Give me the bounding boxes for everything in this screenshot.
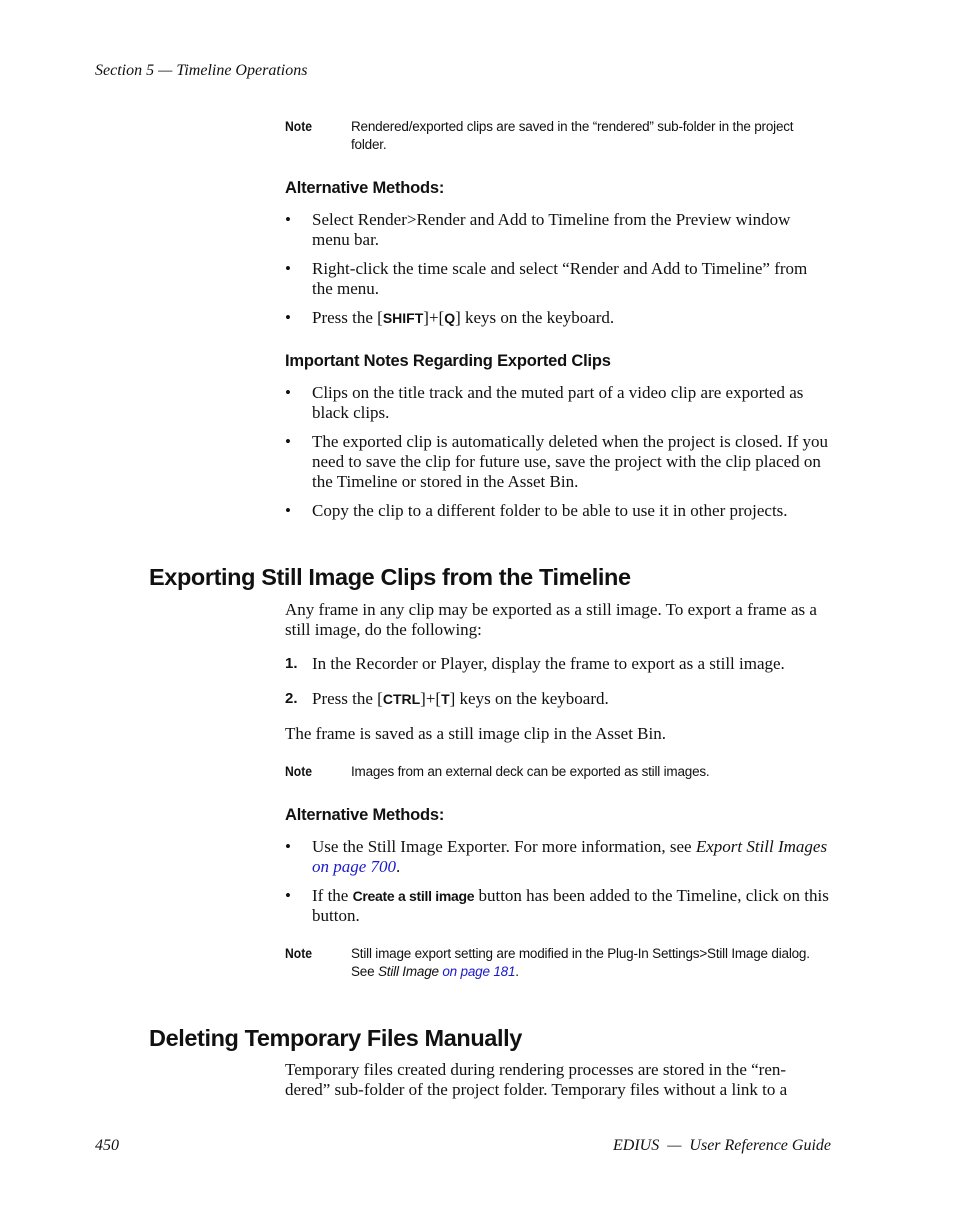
list-item-text: Select Render>Render and Add to Timeline from the Preview window menu bar. [312,210,791,249]
list-item [285,501,830,521]
step-number: 2. [285,690,298,707]
bullet-icon: • [285,501,291,520]
list-item [285,259,830,299]
text-fragment: ] keys on the keyboard. [449,689,609,708]
bullet-icon: • [285,259,291,278]
alternative-methods-heading: Alternative Methods: [285,179,445,197]
bullet-icon: • [285,308,291,327]
list-item [285,432,830,492]
text-fragment: Still image export setting are modified in the Plug-In Settings>Still Image dialog. See [351,946,810,979]
page-link-181[interactable]: on page 181 [442,964,516,979]
list-item-text [312,837,830,877]
text-fragment: Press the [ [312,308,383,327]
text-fragment: button has been added to the Timeline, click on this button. [312,886,829,925]
text-fragment: ]+[ [420,689,442,708]
section-heading-deleting-temp: Deleting Temporary Files Manually [149,1025,522,1051]
alternative-methods-heading: Alternative Methods: [285,806,445,824]
list-item-text: The exported clip is automatically deleted when the project is closed. If you need to save the clip for future use, save the project with the clip placed on the Timeline or stored in the Asset Bin. [312,432,828,491]
step-text: In the Recorder or Player, display the frame to export as a still image. [312,654,785,673]
list-item-text: Copy the clip to a different folder to be able to use it in other projects. [312,501,788,520]
note-label: Note [285,946,312,961]
note-text: Images from an external deck can be exported as still images. [351,764,710,779]
list-item [285,308,830,328]
cross-reference-title: Export Still Images [695,837,828,856]
bullet-icon: • [285,837,291,856]
bullet-icon: • [285,886,291,905]
cross-reference-title: Still Image [377,964,439,979]
key-t: T [441,691,450,707]
text-fragment: . [396,857,401,876]
key-ctrl: CTRL [382,691,421,707]
running-head: Section 5 — Timeline Operations [95,62,308,79]
note-still-image-settings [285,945,830,981]
step-item [285,689,830,709]
list-item-text [312,886,830,926]
note-text: Rendered/exported clips are saved in the “rendered” sub-folder in the project folder. [351,119,794,152]
note-external-deck [285,763,830,781]
text-fragment: ] keys on the keyboard. [455,308,615,327]
section-heading-exporting-still: Exporting Still Image Clips from the Timeline [149,564,631,590]
key-q: Q [444,310,456,326]
note-label: Note [285,119,312,134]
note-rendered-folder [285,118,830,154]
bullet-icon: • [285,383,291,402]
paragraph-result: The frame is saved as a still image clip in the Asset Bin. [285,724,666,743]
list-item [285,886,830,926]
book-title: EDIUS — User Reference Guide [612,1137,831,1154]
paragraph-intro: Any frame in any clip may be exported as a still image. To export a frame as a still image, do the following: [285,600,817,639]
note-text [351,945,830,981]
step-text [312,689,830,709]
page-link-700[interactable]: on page 700 [312,857,397,876]
step-number: 1. [285,655,298,672]
list-item-text: Right-click the time scale and select “Render and Add to Timeline” from the menu. [312,259,808,298]
key-shift: SHIFT [382,310,424,326]
text-fragment: Press the [ [312,689,383,708]
paragraph-intro: Temporary files created during rendering processes are stored in the “ren-dered” sub-folder of the project folder. Temporary files without a link to a [285,1060,788,1099]
text-fragment: If the [312,886,353,905]
step-item [285,654,830,674]
bullet-icon: • [285,432,291,451]
list-item-text [312,308,830,328]
text-fragment: ]+[ [423,308,445,327]
note-label: Note [285,764,312,779]
list-item-text: Clips on the title track and the muted part of a video clip are exported as black clips. [312,383,804,422]
list-item [285,383,830,423]
text-fragment: . [515,964,519,979]
text-fragment: Use the Still Image Exporter. For more information, see [312,837,696,856]
list-item [285,210,830,250]
important-notes-heading: Important Notes Regarding Exported Clips [285,352,611,370]
ui-button-name: Create a still image [352,888,475,904]
page-number: 450 [95,1137,119,1154]
list-item [285,837,830,877]
bullet-icon: • [285,210,291,229]
